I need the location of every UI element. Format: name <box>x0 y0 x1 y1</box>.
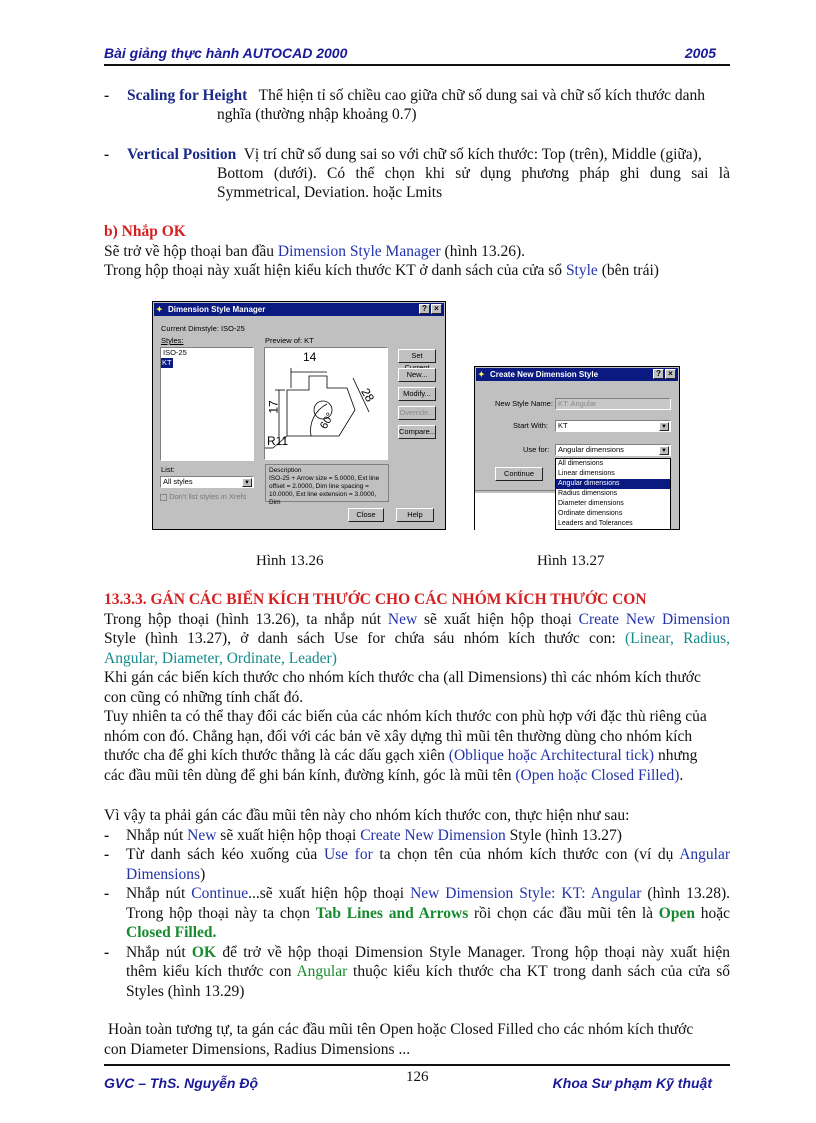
footer-department: Khoa Sư phạm Kỹ thuật <box>552 1075 712 1091</box>
style-item-selected[interactable]: KT <box>162 358 172 367</box>
header-year: 2005 <box>684 45 716 61</box>
chevron-down-icon[interactable]: ▼ <box>242 478 252 487</box>
dim-label: R11 <box>267 434 289 448</box>
styles-label: Styles: <box>161 336 184 345</box>
use-for-options-list[interactable] <box>555 458 671 530</box>
chevron-down-icon[interactable]: ▼ <box>659 446 669 455</box>
use-for-dropdown[interactable]: Angular dimensions ▼ <box>555 444 671 456</box>
section-13-3-3: 13.3.3. GÁN CÁC BIẾN KÍCH THƯỚC CHO CÁC NHÓM KÍCH THƯỚC CON Trong hộp thoại (hình 13.26), ta nhắp nút New sẽ xuất hiện hộp thoại Create New Dimension Style (hình 13.27), ở danh sách Use for chứa sáu nhóm kích thước con: (Linear, Radius, Angular, Diameter, Ordinate, Leader) Khi gán các biến kích thước cho nhóm kích thước cha (all Dimensions) thì các nhóm kích thước con cũng có những tính chất đó. Tuy nhiên ta có thể thay đổi các biến của các nhóm kích thước con phù hợp với đặc thù riêng của nhóm con đó. Chẳng hạn, đối với các bản vẽ xây dựng thì mũi tên thường dùng cho nhóm kích thước cha để ghi kích thước thẳng là các dấu gạch xiên (Oblique hoặc Architectural tick) nhưng các đầu mũi tên dùng để ghi bán kính, đường kính, góc là mũi tên (Open hoặc Closed Filled). <box>104 591 731 784</box>
dimension-style-manager-dialog <box>152 301 446 530</box>
divider <box>475 490 555 491</box>
use-for-option[interactable]: All dimensions <box>558 460 604 467</box>
step-item: - Nhắp nút Continue...sẽ xuất hiện hộp thoại New Dimension Style: KT: Angular (hình 13.28). Trong hộp thoại này ta chọn Tab Lines and Arrows rồi chọn các đầu mũi tên là Open hoặc Closed Filled. <box>104 885 731 941</box>
styles-list[interactable] <box>160 347 254 461</box>
start-with-label: Start With: <box>513 421 549 430</box>
page-number: 126 <box>406 1069 429 1085</box>
list-dropdown[interactable]: All styles ▼ <box>160 476 254 488</box>
header-title: Bài giảng thực hành AUTOCAD 2000 <box>104 45 348 61</box>
page-header <box>104 44 730 66</box>
app-icon: ✦ <box>478 370 485 379</box>
use-for-option[interactable]: Leaders and Tolerances <box>558 520 633 527</box>
term: Vertical Position <box>127 146 237 163</box>
app-icon: ✦ <box>156 305 163 314</box>
page-footer <box>104 1064 730 1094</box>
section-heading: 13.3.3. GÁN CÁC BIẾN KÍCH THƯỚC CHO CÁC NHÓM KÍCH THƯỚC CON <box>104 591 647 608</box>
start-with-dropdown[interactable]: KT ▼ <box>555 420 671 432</box>
dim-label: 17 <box>266 400 281 414</box>
term: Scaling for Height <box>127 87 248 104</box>
close-icon[interactable]: × <box>431 304 442 314</box>
dim-label: 14 <box>303 350 317 364</box>
bullet-scaling-for-height: - Scaling for Height Thể hiện tỉ số chiều cao giữa chữ số dung sai và chữ số kích thước danh nghĩa (thường nhập khoảng 0.7) <box>104 87 706 123</box>
description-box: Description ISO-25 + Arrow size = 5.0000, Ext line offset = 2.0000, Dim line spacing = 10.0000, Ext line extension = 3.0000, Dim <box>265 464 389 502</box>
new-button[interactable]: New... <box>398 368 436 382</box>
use-for-option[interactable]: Radius dimensions <box>558 490 618 497</box>
step-b-section <box>104 222 730 281</box>
create-new-dimension-style-dialog <box>474 366 680 530</box>
set-current-button[interactable]: Set <box>398 349 436 363</box>
dim-label: 60° <box>317 410 337 432</box>
help-icon[interactable]: ? <box>653 369 664 379</box>
xrefs-checkbox[interactable]: Don't list styles in Xrefs <box>160 492 246 502</box>
step-b-heading: b) Nhắp OK <box>104 223 186 240</box>
checkbox-icon <box>160 494 167 501</box>
bullet-vertical-position: - Vertical Position Vị trí chữ số dung sai so với chữ số kích thước: Top (trên), Middle (giữa), Bottom (dưới). Có thể chọn khi sử dụng phương pháp ghi dung sai là Symmetrical, Deviation. hoặc Lmits <box>104 146 730 201</box>
new-style-name-label: New Style Name: <box>495 399 553 408</box>
continue-button[interactable]: Continue <box>495 467 543 481</box>
current-dimstyle-label: Current Dimstyle: ISO-25 <box>161 324 245 333</box>
use-for-option[interactable]: Linear dimensions <box>558 470 615 477</box>
figure-caption: Hình 13.26 <box>256 553 324 569</box>
preview-pane <box>264 347 388 460</box>
use-for-option[interactable]: Ordinate dimensions <box>558 510 623 517</box>
help-button[interactable]: Help <box>396 508 434 522</box>
style-item[interactable]: ISO-25 <box>163 348 187 357</box>
use-for-option-selected[interactable]: Angular dimensions <box>556 479 670 489</box>
bottom-area <box>475 493 555 530</box>
new-style-name-input[interactable]: KT: Angular <box>555 398 671 410</box>
figure-caption: Hình 13.27 <box>537 553 605 569</box>
step-item: - Từ danh sách kéo xuống của Use for ta chọn tên của nhóm kích thước con (ví dụ Angular Dimensions) <box>104 846 730 883</box>
close-icon[interactable]: × <box>665 369 676 379</box>
step-b-line2: Trong hộp thoại này xuất hiện kiểu kích thước KT ở danh sách của cửa sổ Style (bên trái) <box>104 262 659 279</box>
step-item: - Nhắp nút OK để trở về hộp thoại Dimension Style Manager. Trong hộp thoại này xuất hiện thêm kiểu kích thước con Angular thuộc kiểu kích thước cha KT trong danh sách của cửa sổ Styles (hình 13.29) <box>104 943 730 1000</box>
use-for-label: Use for: <box>523 445 550 454</box>
dialog-titlebar: ✦ Dimension Style Manager ? × <box>154 303 444 316</box>
preview-label: Preview of: KT <box>265 336 314 345</box>
footer-author: GVC – ThS. Nguyễn Độ <box>104 1075 259 1091</box>
step-b-line1: Sẽ trở về hộp thoại ban đầu Dimension Style Manager (hình 13.26). <box>104 242 526 260</box>
list-label: List: <box>161 465 175 474</box>
compare-button[interactable]: Compare... <box>398 425 436 439</box>
close-button[interactable]: Close <box>348 508 384 522</box>
modify-button[interactable]: Modify... <box>398 387 436 401</box>
dialog-titlebar: ✦ Create New Dimension Style ? × <box>476 368 678 381</box>
dim-label: 28 <box>358 385 378 405</box>
steps-section: Vì vậy ta phải gán các đầu mũi tên này cho nhóm kích thước con, thực hiện như sau: - Nhắp nút New sẽ xuất hiện hộp thoại Create New Dimension Style (hình 13.27) - Từ danh sách kéo xuống của Use for ta chọn tên của nhóm kích thước con (ví dụ Angular Dimensions) - Nhắp nút Continue...sẽ xuất hiện hộp thoại New Dimension Style: KT: Angular (hình 13.28). Trong hộp thoại này ta chọn Tab Lines and Arrows rồi chọn các đầu mũi tên là Open hoặc Closed Filled. - Nhắp nút OK để trở về hộp thoại Dimension Style Manager. Trong hộp thoại này xuất hiện thêm kiểu kích thước con Angular thuộc kiểu kích thước cha KT trong danh sách của cửa sổ Styles (hình 13.29) <box>104 807 731 1000</box>
step-item: - Nhắp nút New sẽ xuất hiện hộp thoại Create New Dimension Style (hình 13.27) <box>104 826 622 844</box>
chevron-down-icon[interactable]: ▼ <box>659 422 669 431</box>
help-icon[interactable]: ? <box>419 304 430 314</box>
closing-paragraph: Hoàn toàn tương tự, ta gán các đầu mũi tên Open hoặc Closed Filled cho các nhóm kích thước con Diameter Dimensions, Radius Dimensions ... <box>104 1021 694 1058</box>
override-button[interactable]: Override... <box>398 406 436 420</box>
use-for-option[interactable]: Diameter dimensions <box>558 500 624 507</box>
